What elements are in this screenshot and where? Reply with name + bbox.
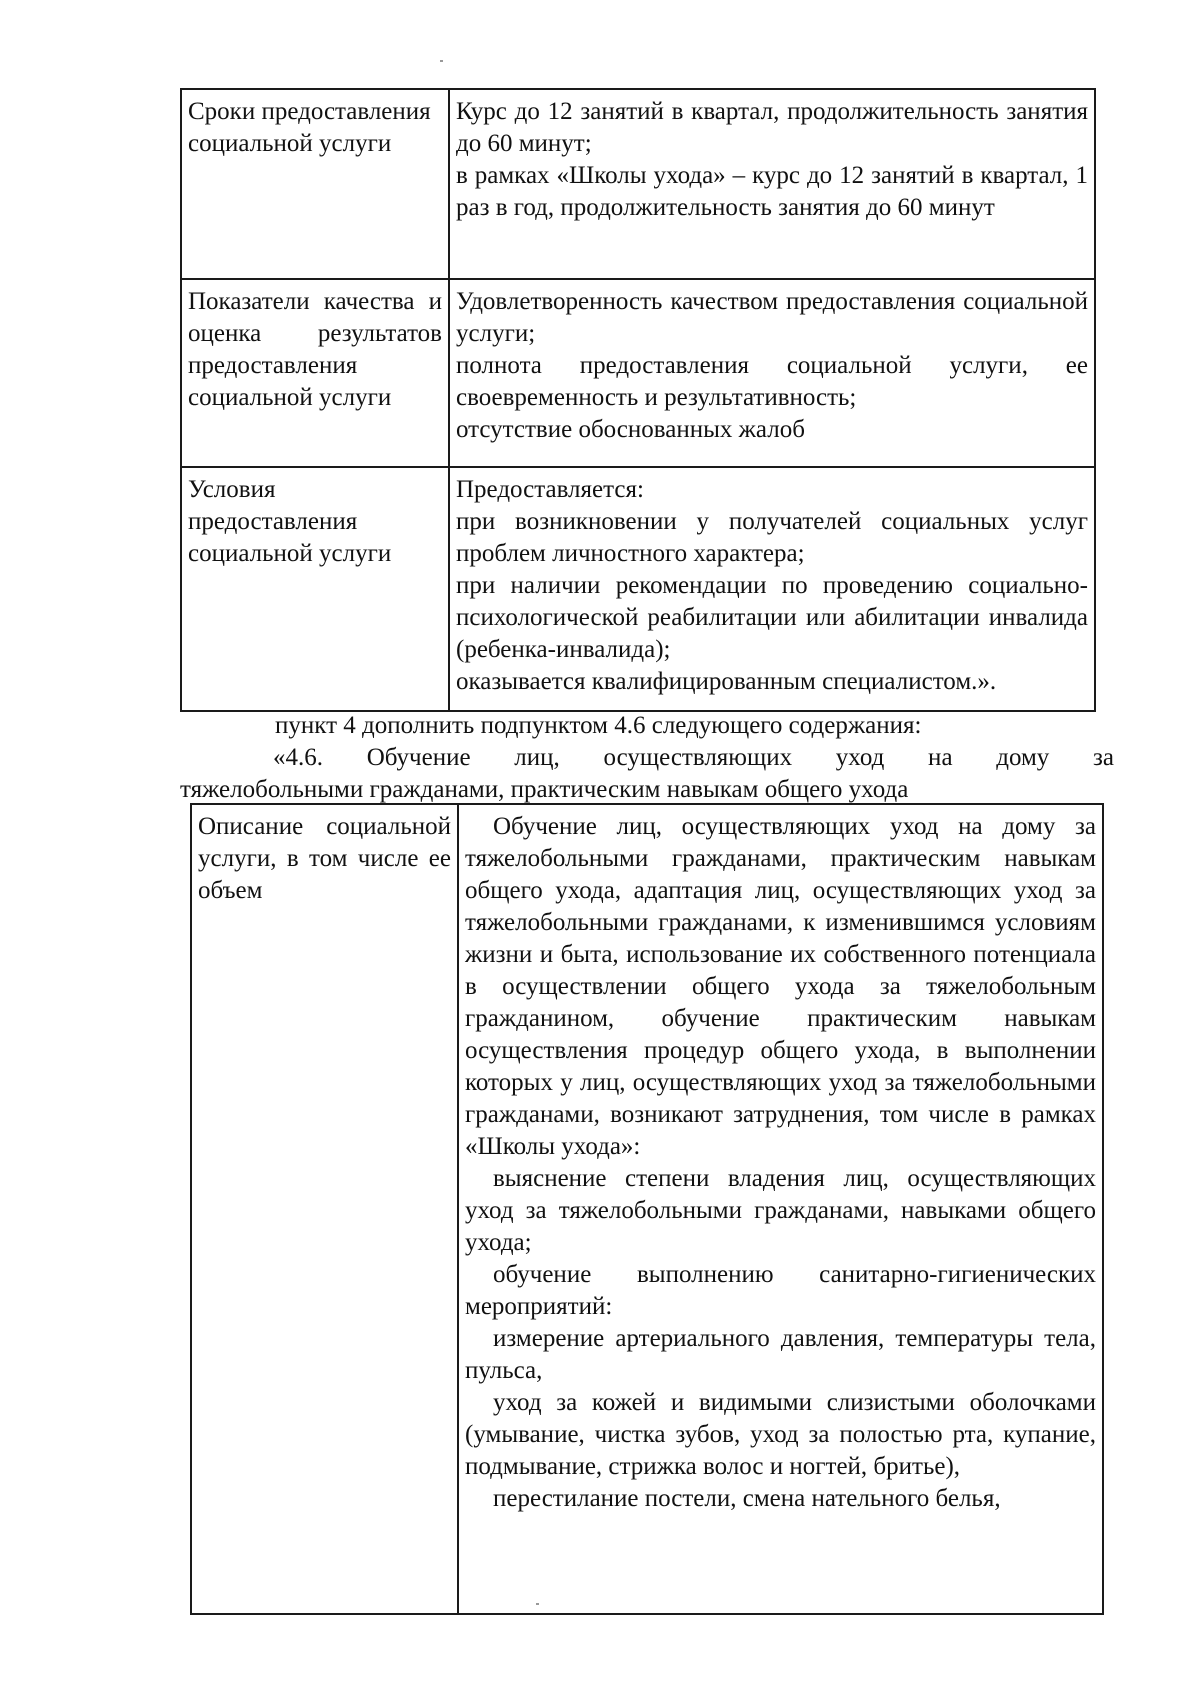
row-content	[458, 804, 1103, 1614]
content-paragraph: оказывается квалифицированным специалистом.».	[456, 668, 997, 695]
content-paragraph: при наличии рекомендации по проведению социально-психологической реабилитации или абилитации инвалида (ребенка-инвалида);	[456, 572, 1088, 663]
content-paragraph: измерение артериального давления, температуры тела, пульса,	[465, 1325, 1096, 1384]
row-label: Показатели качества и оценка результатов предоставления социальной услуги	[181, 279, 449, 467]
content-paragraph: Предоставляется:	[456, 476, 644, 503]
content-paragraph: уход за кожей и видимыми слизистыми оболочками (умывание, чистка зубов, уход за полостью рта, купание, подмывание, стрижка волос и ногтей, бритье),	[465, 1389, 1096, 1480]
subsection-heading-line: тяжелобольными гражданами, практическим навыкам общего ухода	[180, 776, 909, 803]
content-paragraph: выяснение степени владения лиц, осуществляющих уход за тяжелобольными гражданами, навыками общего ухода;	[465, 1165, 1096, 1256]
content-paragraph: Удовлетворенность качеством предоставления социальной услуги;	[456, 288, 1088, 347]
content-paragraph: в рамках «Школы ухода» – курс до 12 занятий в квартал, 1 раз в год, продолжительность занятия до 60 минут	[456, 162, 1088, 221]
row-content	[449, 279, 1095, 467]
content-paragraph: обучение выполнению санитарно-гигиенических мероприятий:	[465, 1261, 1096, 1320]
services-table-continued	[180, 88, 1096, 712]
subsection-heading-line: «4.6. Обучение лиц, осуществляющих уход на дому за	[273, 744, 1114, 771]
row-content	[449, 89, 1095, 279]
scan-speck	[440, 60, 443, 62]
table-row	[181, 89, 1095, 279]
subsection-heading	[180, 742, 1114, 806]
amendment-instruction: пункт 4 дополнить подпунктом 4.6 следующего содержания:	[275, 712, 922, 739]
content-paragraph: Обучение лиц, осуществляющих уход на дому за тяжелобольными гражданами, практическим навыкам общего ухода, адаптация лиц, осуществляющих уход за тяжелобольными гражданами, к изменившимся условиям жизни и быта, использование их собственного потенциала в осуществлении общего ухода за тяжелобольным гражданином, обучение практическим навыкам осуществления процедур общего ухода, в выполнении которых у лиц, осуществляющих уход за тяжелобольными гражданами, возникают затруднения, том числе в рамках «Школы ухода»:	[465, 813, 1096, 1160]
content-paragraph: Курс до 12 занятий в квартал, продолжительность занятия до 60 минут;	[456, 98, 1088, 157]
row-label: Условия предоставления социальной услуги	[181, 467, 449, 711]
subsection-4-6-table	[190, 803, 1104, 1615]
row-content	[449, 467, 1095, 711]
content-paragraph: при возникновении у получателей социальных услуг проблем личностного характера;	[456, 508, 1088, 567]
table-row	[191, 804, 1103, 1614]
content-paragraph: полнота предоставления социальной услуги, ее своевременность и результативность;	[456, 352, 1088, 411]
table-row	[181, 467, 1095, 711]
table-row	[181, 279, 1095, 467]
content-paragraph: перестилание постели, смена нательного белья,	[493, 1485, 1001, 1512]
content-paragraph: отсутствие обоснованных жалоб	[456, 416, 805, 443]
row-label: Описание социальной услуги, в том числе ее объем	[191, 804, 458, 1614]
row-label: Сроки предоставления социальной услуги	[181, 89, 449, 279]
